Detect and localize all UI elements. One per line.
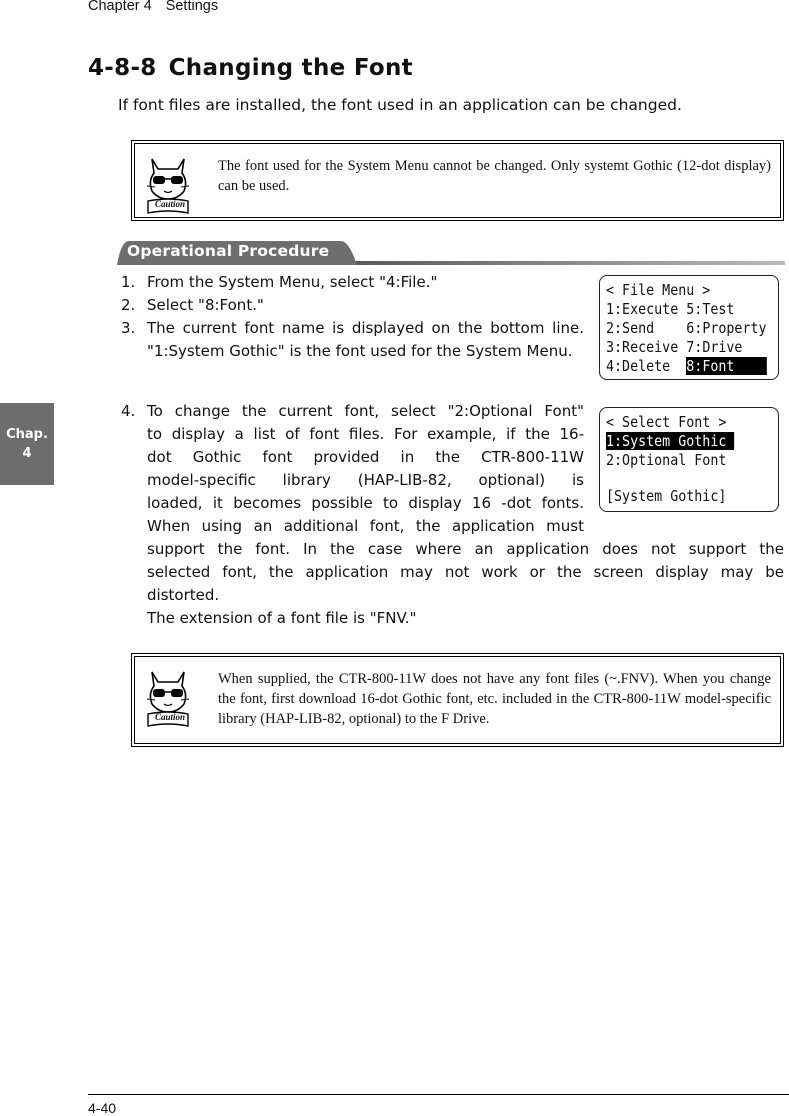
step4-line: When using an additional font, the application must xyxy=(147,517,584,535)
select-font-screen xyxy=(599,407,779,512)
step4-line: support the font. In the case where an application does not support the xyxy=(147,540,784,558)
screen-title: < Select Font > xyxy=(606,413,727,431)
step-text: The current font name is displayed on the bottom line. "1:System Gothic" is the font used for the System Menu. xyxy=(147,319,584,360)
screen-row xyxy=(606,319,767,338)
step4-line: dot Gothic font provided in the CTR-800-11W xyxy=(147,448,584,466)
intro-paragraph: If font files are installed, the font used in an application can be changed. xyxy=(118,96,682,114)
step4-line: loaded, it becomes possible to display 16 -dot fonts. xyxy=(147,494,584,512)
menu-item-execute: 1:Execute xyxy=(606,300,687,318)
file-menu-screen xyxy=(599,275,779,380)
font-option-optional: 2:Optional Font xyxy=(606,451,727,469)
menu-item-property: 6:Property xyxy=(686,319,767,337)
chapter-side-tab xyxy=(0,403,54,485)
step4-line: The extension of a font file is "FNV." xyxy=(147,609,417,627)
operational-procedure-label: Operational Procedure xyxy=(127,242,330,260)
operational-procedure-banner xyxy=(117,239,785,267)
header-chapter: Chapter 4 xyxy=(88,0,152,14)
menu-item-receive: 3:Receive xyxy=(606,338,687,356)
header-section: Settings xyxy=(165,0,219,14)
screen-row xyxy=(606,432,734,451)
step4-line: distorted. xyxy=(147,586,220,604)
side-tab-number: 4 xyxy=(22,446,32,461)
step4-line: to display a list of font files. For example, if the 16- xyxy=(147,425,584,443)
step-item xyxy=(121,271,584,294)
procedure-steps xyxy=(121,271,584,363)
screen-row xyxy=(606,357,767,376)
menu-item-delete: 4:Delete xyxy=(606,357,687,375)
step-item xyxy=(121,294,584,317)
running-header xyxy=(88,0,218,14)
step-text: Select "8:Font." xyxy=(147,296,264,314)
section-number: 4-8-8 xyxy=(88,55,157,81)
step-number: 3. xyxy=(121,319,136,337)
caution-box-font-files xyxy=(131,653,784,747)
caution-icon-label: Caution xyxy=(154,712,185,722)
menu-item-font-selected: 8:Font xyxy=(686,357,767,375)
step4-line: selected font, the application may not work or the screen display may be xyxy=(147,563,784,581)
step-number: 2. xyxy=(121,296,136,314)
page-number: 4-40 xyxy=(88,1100,117,1116)
side-tab-label: Chap. xyxy=(6,427,48,442)
caution-text: The font used for the System Menu cannot be changed. Only systemt Gothic (12-dot display) can be used. xyxy=(218,158,771,194)
step-text: From the System Menu, select "4:File." xyxy=(147,273,438,291)
caution-icon-label: Caution xyxy=(154,199,185,209)
menu-item-drive: 7:Drive xyxy=(686,338,743,356)
step-item xyxy=(121,317,584,363)
section-heading: Changing the Font xyxy=(168,55,413,81)
menu-item-test: 5:Test xyxy=(686,300,735,318)
screen-row xyxy=(606,300,734,319)
font-option-system-gothic: 1:System Gothic xyxy=(606,432,735,450)
screen-title: < File Menu > xyxy=(606,281,711,299)
step4-line: To change the current font, select "2:Optional Font" xyxy=(147,402,584,420)
caution-text: When supplied, the CTR-800-11W does not have any font files (~.FNV). When you change the font, first download 16-dot Gothic font, etc. included in the CTR-800-11W model-specific library (HAP-LIB-82, optional) to the F Drive. xyxy=(218,671,771,727)
step-number: 1. xyxy=(121,273,136,291)
section-title xyxy=(88,55,413,81)
menu-item-send: 2:Send xyxy=(606,319,687,337)
footer-rule xyxy=(88,1094,789,1095)
step-number: 4. xyxy=(121,402,136,420)
current-font-name: [System Gothic] xyxy=(606,487,727,505)
caution-box-system-menu xyxy=(131,140,784,221)
step4-line: model-specific library (HAP-LIB-82, optional) is xyxy=(147,471,584,489)
screen-row xyxy=(606,338,742,357)
